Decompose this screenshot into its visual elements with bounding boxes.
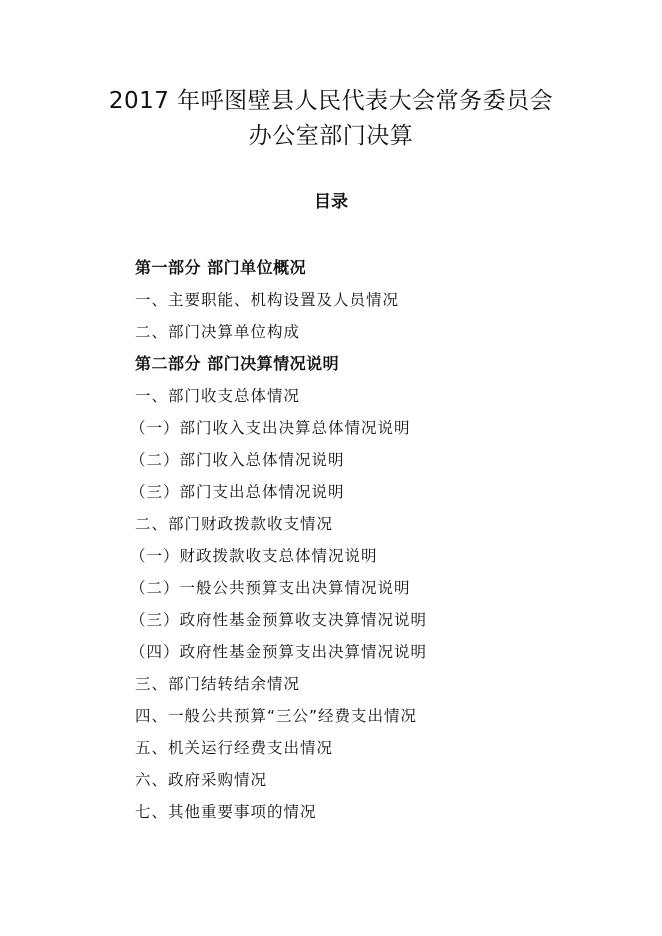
toc-entry: （一）部门收入支出决算总体情况说明 bbox=[130, 419, 411, 437]
toc-entry: （三）部门支出总体情况说明 bbox=[130, 483, 345, 501]
toc-entry: 三、部门结转结余情况 bbox=[135, 675, 301, 693]
table-of-contents bbox=[130, 256, 555, 832]
toc-entry: （二）部门收入总体情况说明 bbox=[130, 451, 345, 469]
toc-entry: （三）政府性基金预算收支决算情况说明 bbox=[130, 611, 428, 629]
document-title-line-2: 办公室部门决算 bbox=[248, 123, 414, 149]
toc-entry: 二、部门财政拨款收支情况 bbox=[135, 515, 334, 533]
toc-entry: 六、政府采购情况 bbox=[135, 771, 268, 789]
toc-entry: 一、部门收支总体情况 bbox=[135, 387, 301, 405]
toc-entry: 一、主要职能、机构设置及人员情况 bbox=[135, 291, 400, 309]
toc-entry: 第一部分 部门单位概况 bbox=[135, 258, 307, 277]
toc-entry: 五、机关运行经费支出情况 bbox=[135, 739, 334, 757]
toc-entry: 二、部门决算单位构成 bbox=[135, 323, 301, 341]
toc-entry: 七、其他重要事项的情况 bbox=[135, 803, 317, 821]
toc-heading: 目录 bbox=[314, 192, 348, 212]
toc-entry: （四）政府性基金预算支出决算情况说明 bbox=[130, 643, 428, 661]
toc-entry: 第二部分 部门决算情况说明 bbox=[135, 354, 340, 373]
document-title-line-1: 2017 年呼图壁县人民代表大会常务委员会 bbox=[108, 88, 554, 114]
toc-entry: （一）财政拨款收支总体情况说明 bbox=[130, 547, 378, 565]
toc-entry: （二）一般公共预算支出决算情况说明 bbox=[130, 579, 411, 597]
toc-entry: 四、一般公共预算“三公”经费支出情况 bbox=[135, 707, 418, 725]
